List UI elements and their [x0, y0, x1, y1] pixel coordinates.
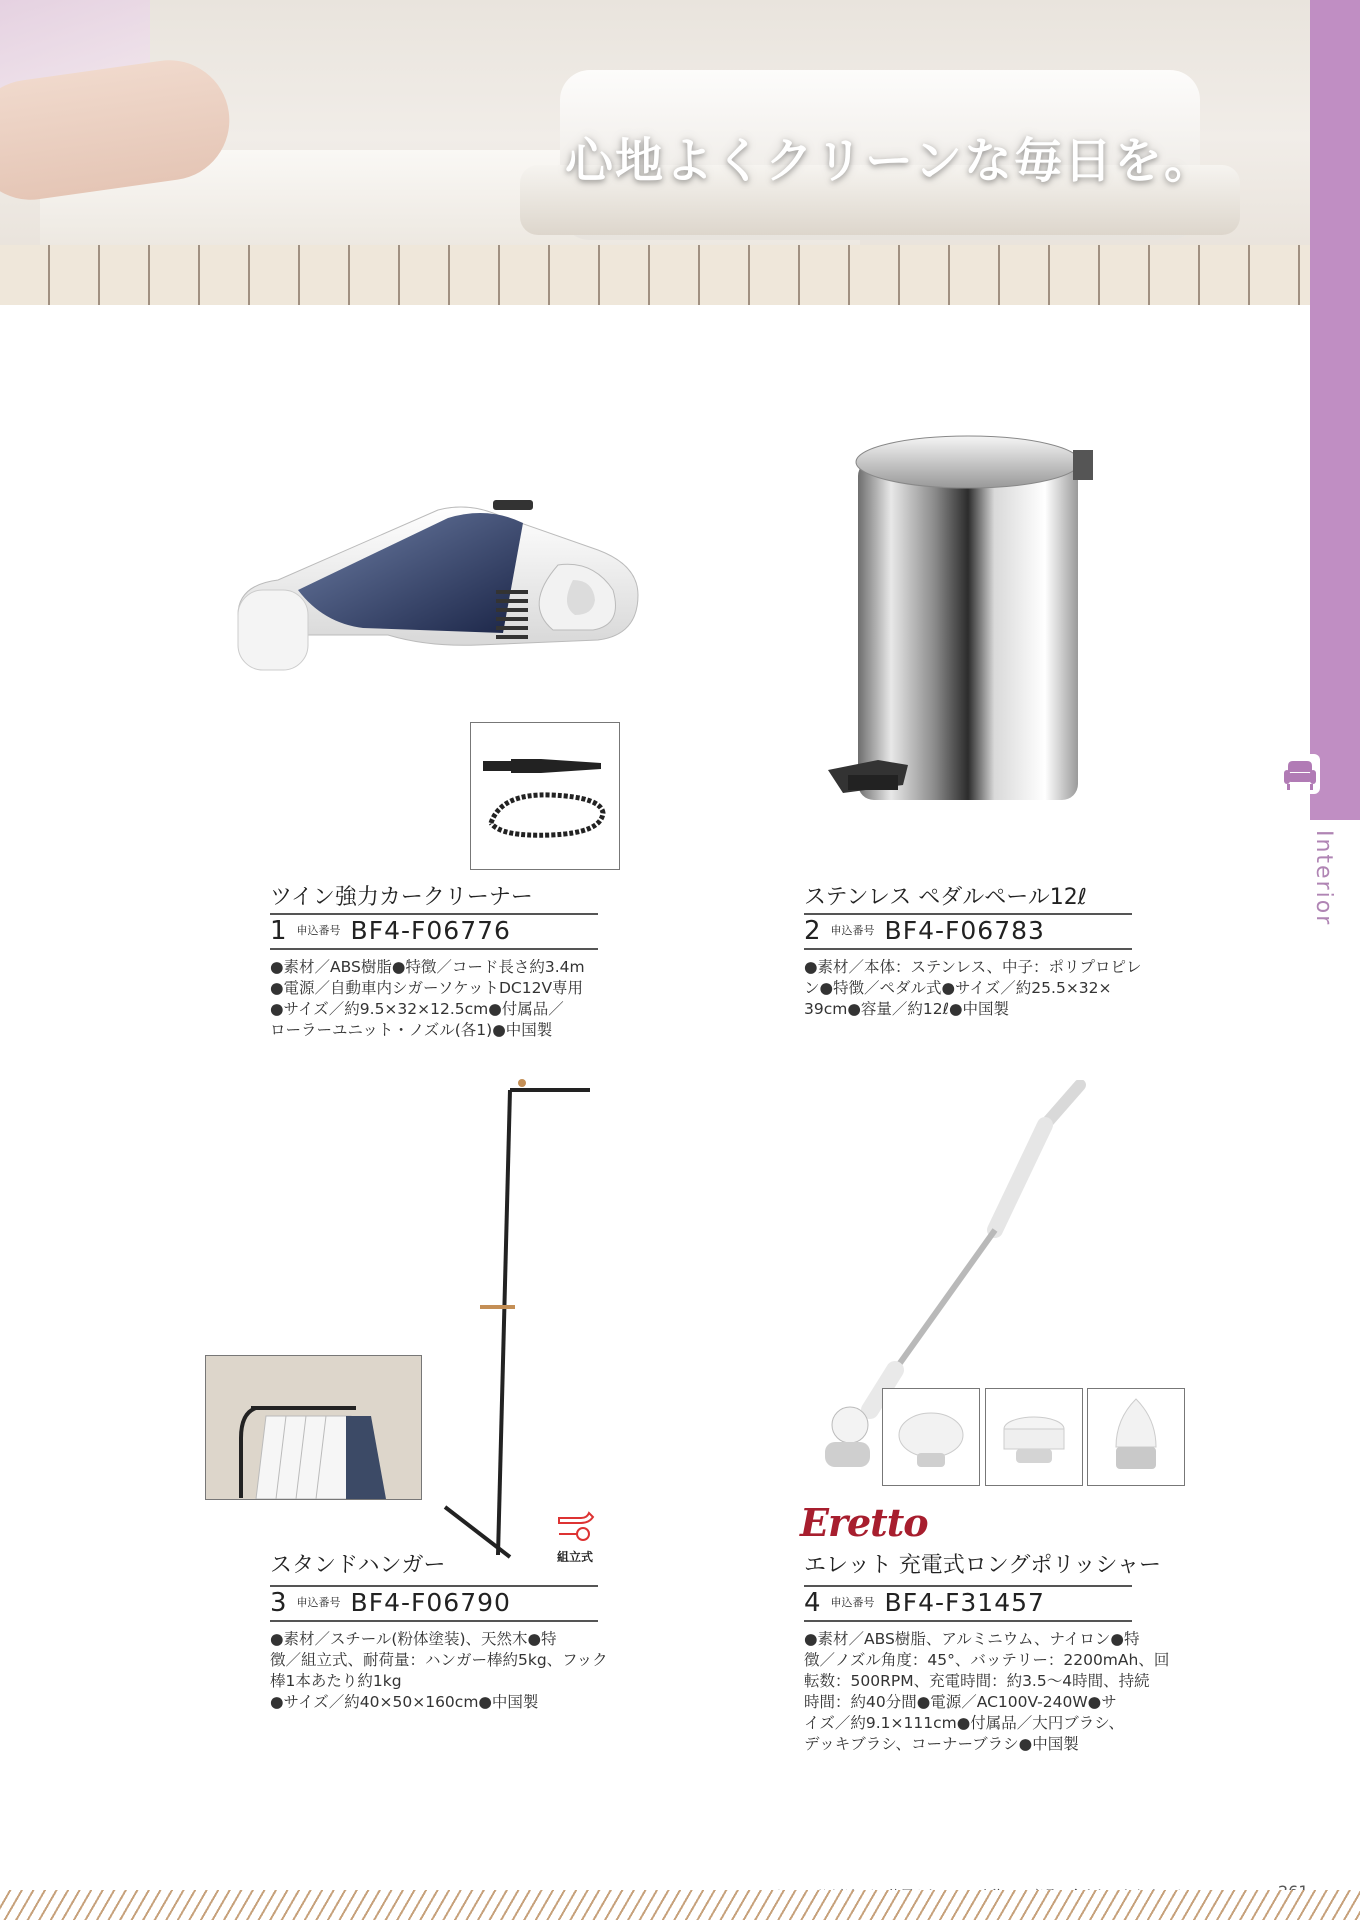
desc-line: 転数：500RPM、充電時間：約3.5～4時間、持続: [804, 1672, 1150, 1690]
desc-line: 徴／ノズル角度：45°、バッテリー：2200mAh、回: [804, 1651, 1170, 1669]
product-code: BF4-F06790: [350, 1588, 511, 1617]
desc-line: デッキブラシ、コーナーブラシ●中国製: [804, 1735, 1079, 1753]
desc-line: ローラーユニット・ノズル(各1)●中国製: [270, 1021, 553, 1039]
desc-line: ●素材／ABS樹脂、アルミニウム、ナイロン●特: [804, 1630, 1140, 1648]
product-code-row: [804, 1588, 1045, 1618]
product-code: BF4-F06783: [884, 916, 1045, 945]
divider: [804, 948, 1132, 950]
car-cleaner-image: [228, 495, 668, 695]
desc-line: ●サイズ／約40×50×160cm●中国製: [270, 1693, 539, 1711]
desc-line: ●素材／スチール(粉体塗装)、天然木●特: [270, 1630, 557, 1648]
desc-line: 棒1本あたり約1kg: [270, 1672, 402, 1690]
product-number: 2: [804, 916, 821, 946]
hero-bench: [0, 245, 1310, 305]
brush-frame-large: [882, 1388, 980, 1486]
divider: [270, 948, 598, 950]
divider: [270, 1585, 598, 1587]
desc-line: ●素材／ABS樹脂●特徴／コード長さ約3.4m: [270, 958, 585, 976]
desc-line: ン●特徴／ペダル式●サイズ／約25.5×32×: [804, 979, 1112, 997]
large-round-brush-image: [883, 1389, 979, 1485]
product-number: 3: [270, 1588, 287, 1618]
product-code-row: [270, 916, 511, 946]
nozzle-roller-image: [471, 723, 619, 869]
sidebar-tab: [1310, 0, 1360, 820]
product-code: BF4-F06776: [350, 916, 511, 945]
code-label: 申込番号: [830, 924, 875, 937]
product-name: エレット 充電式ロングポリッシャー: [804, 1553, 1162, 1578]
desc-line: ●サイズ／約9.5×32×12.5cm●付属品／: [270, 1000, 564, 1018]
product-number: 1: [270, 916, 287, 946]
section-label: Interior: [1311, 830, 1336, 927]
stand-hanger-image: [440, 1075, 600, 1565]
divider: [804, 913, 1132, 915]
desc-line: 時間：約40分間●電源／AC100V-240W●サ: [804, 1693, 1117, 1711]
product-description: [804, 957, 1142, 1020]
pedal-pail-image: [828, 430, 1118, 820]
desc-line: イズ／約9.1×111cm●付属品／大円ブラシ、: [804, 1714, 1124, 1732]
divider: [804, 1620, 1132, 1622]
usage-photo-frame: [205, 1355, 422, 1500]
divider: [804, 1585, 1132, 1587]
brush-frame-corner: [1087, 1388, 1185, 1486]
code-label: 申込番号: [296, 1596, 341, 1609]
product-code: BF4-F31457: [884, 1588, 1045, 1617]
product-number: 4: [804, 1588, 821, 1618]
product-name: スタンドハンガー: [270, 1553, 446, 1578]
code-label: 申込番号: [296, 924, 341, 937]
brush-frame-deck: [985, 1388, 1083, 1486]
desc-line: ●電源／自動車内シガーソケットDC12V専用: [270, 979, 584, 997]
product-description: [270, 957, 585, 1041]
divider: [270, 913, 598, 915]
code-label: 申込番号: [830, 1596, 875, 1609]
hanger-usage-image: [206, 1356, 421, 1499]
desc-line: ●素材／本体：ステンレス、中子：ポリプロピレ: [804, 958, 1142, 976]
corner-brush-image: [1088, 1389, 1184, 1485]
product-name: ステンレス ペダルペール12ℓ: [804, 885, 1087, 910]
desc-line: 徴／組立式、耐荷量：ハンガー棒約5kg、フック: [270, 1651, 608, 1669]
product-code-row: [270, 1588, 511, 1618]
product-code-row: [804, 916, 1045, 946]
assembly-label: 組立式: [556, 1550, 593, 1564]
wrench-icon: [555, 1510, 595, 1544]
hero-title: 心地よくクリーンな毎日を。: [565, 133, 1215, 189]
deck-brush-image: [986, 1389, 1082, 1485]
product-description: [270, 1629, 608, 1713]
hero-banner: [0, 0, 1310, 305]
product-name: ツイン強力カークリーナー: [270, 885, 533, 910]
footer-stripe: [0, 1890, 1360, 1920]
accessory-frame: [470, 722, 620, 870]
sofa-icon: [1278, 752, 1322, 796]
eretto-logo: Eretto: [800, 1500, 928, 1545]
divider: [270, 1620, 598, 1622]
desc-line: 39cm●容量／約12ℓ●中国製: [804, 1000, 1010, 1018]
assembly-badge: [550, 1510, 600, 1565]
product-description: [804, 1629, 1169, 1755]
